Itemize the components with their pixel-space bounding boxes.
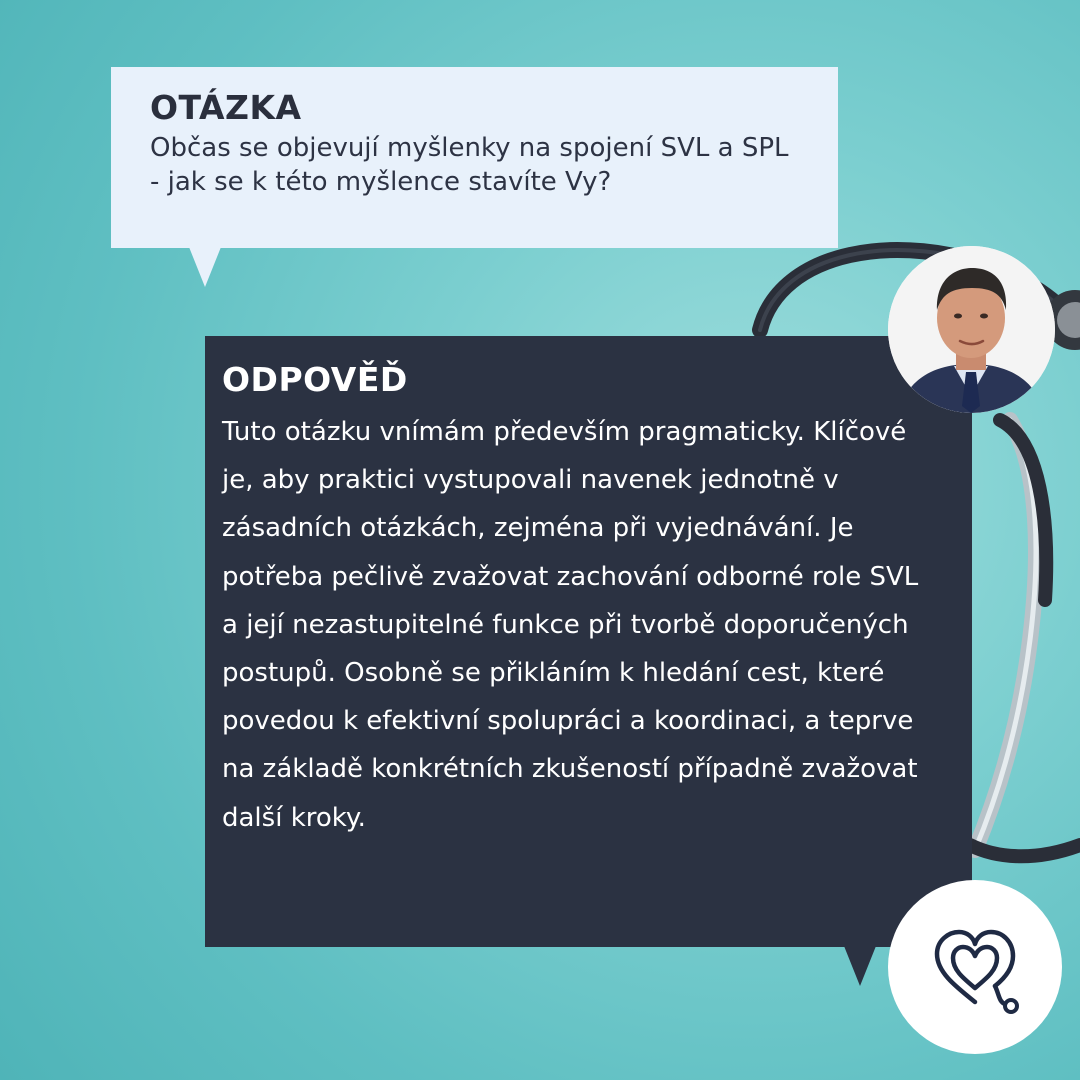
- answer-text: Tuto otázku vnímám především pragmaticky. Klíčové je, aby praktici vystupovali navenek jednotně v zásadních otázkách, zejména při vyjednávání. Je potřeba pečlivě zvažovat zachování odborné role SVL a její nezastupitelné funkce při tvorbě doporučených postupů. Osobně se přikláním k hledání cest, které povedou k efektivní spolupráci a koordinaci, a teprve na základě konkrétních zkušeností případně zvažovat další kroky.: [222, 417, 919, 833]
- question-bubble: [111, 67, 838, 248]
- answer-heading: ODPOVĚĎ: [222, 360, 408, 399]
- answer-bubble-tail: [844, 946, 876, 986]
- answer-bubble: [205, 336, 972, 947]
- heart-stethoscope-icon: [925, 920, 1025, 1020]
- avatar: [888, 246, 1055, 413]
- logo-badge: [888, 880, 1062, 1054]
- question-text: Občas se objevují myšlenky na spojení SVL a SPL - jak se k této myšlence stavíte Vy?: [150, 133, 789, 197]
- person-portrait-icon: [888, 246, 1055, 413]
- question-heading: OTÁZKA: [150, 88, 302, 127]
- question-bubble-tail: [189, 247, 221, 287]
